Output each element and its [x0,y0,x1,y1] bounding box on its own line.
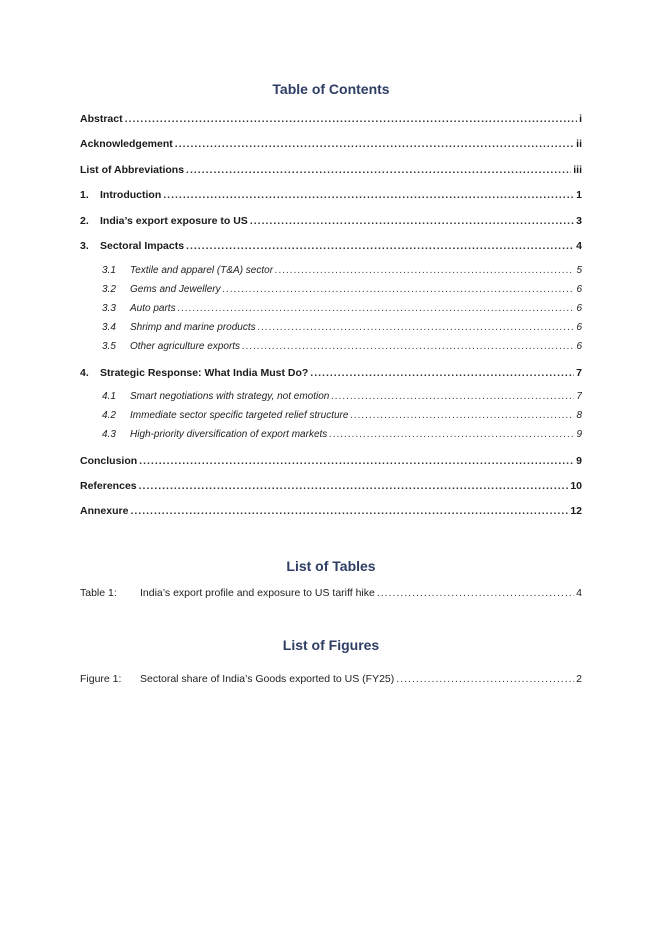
toc-entry-sectoral-impacts[interactable] [80,239,582,253]
toc-entry-page: i [579,113,582,125]
dot-leader [139,479,569,493]
toc-entry-title: India’s export exposure to US [100,215,248,227]
toc-entry-export-exposure[interactable] [80,214,582,228]
toc-entry-page: 5 [576,265,582,276]
toc-entry-title: Abstract [80,113,123,125]
toc-heading: Table of Contents [272,81,390,97]
toc-entry-number: 2. [80,215,89,227]
toc-entry-annexure[interactable] [80,504,582,518]
toc-entry-title: Immediate sector specific targeted relief structure [130,410,349,421]
toc-entry-page: 12 [570,505,582,517]
dot-leader [175,137,574,151]
figure-entry-number: Figure 1: [80,673,122,685]
toc-entry-page: 8 [576,410,582,421]
toc-entry-number: 3.4 [102,322,116,333]
toc-entry-page: 6 [576,284,582,295]
toc-entry-number: 1. [80,189,89,201]
figure-entry[interactable] [80,672,582,686]
toc-entry-title: References [80,480,137,492]
toc-entry-number: 4. [80,367,89,379]
dot-leader [223,283,575,297]
toc-subentry-gems[interactable] [102,283,582,297]
toc-entry-title: Smart negotiations with strategy, not emotion [130,391,330,402]
toc-entry-page: 4 [576,240,582,252]
dot-leader [139,454,574,468]
toc-entry-title: Introduction [100,189,162,201]
toc-entry-title: Conclusion [80,455,138,467]
toc-entry-number: 3.1 [102,265,116,276]
toc-entry-page: 9 [576,455,582,467]
dot-leader [186,239,574,253]
dot-leader [250,214,574,228]
toc-entry-title: Strategic Response: What India Must Do? [100,367,309,379]
dot-leader [125,112,577,126]
toc-entry-number: 3.3 [102,303,116,314]
toc-entry-number: 4.3 [102,429,116,440]
dot-leader [163,188,574,202]
dot-leader [310,366,574,380]
dot-leader [377,586,574,600]
toc-entry-title: High-priority diversification of export markets [130,429,328,440]
toc-subentry-shrimp[interactable] [102,321,582,335]
toc-entry-number: 3. [80,240,89,252]
table-entry-title: India’s export profile and exposure to US tariff hike [140,587,375,599]
toc-subentry-agriculture[interactable] [102,340,582,354]
dot-leader [350,409,574,423]
toc-entry-introduction[interactable] [80,188,582,202]
list-of-tables-heading: List of Tables [286,558,376,574]
toc-entry-title: Acknowledgement [80,138,173,150]
toc-subentry-textile[interactable] [102,264,582,278]
dot-leader [275,264,574,278]
toc-entry-page: 6 [576,341,582,352]
toc-entry-page: 7 [576,391,582,402]
toc-entry-abstract[interactable] [80,112,582,126]
toc-entry-title: Shrimp and marine products [130,322,256,333]
toc-entry-page: 3 [576,215,582,227]
list-of-figures-heading: List of Figures [282,637,380,653]
toc-entry-title: Gems and Jewellery [130,284,221,295]
toc-entry-page: ii [576,138,582,150]
toc-entry-page: 9 [576,429,582,440]
dot-leader [186,163,571,177]
dot-leader [178,302,575,316]
toc-entry-number: 3.5 [102,341,116,352]
toc-entry-title: Annexure [80,505,129,517]
figure-entry-page: 2 [576,673,582,685]
toc-entry-page: iii [573,164,582,176]
toc-entry-title: Other agriculture exports [130,341,241,352]
table-entry-page: 4 [576,587,582,599]
dot-leader [396,672,574,686]
toc-subentry-auto-parts[interactable] [102,302,582,316]
table-entry-number: Table 1: [80,587,117,599]
toc-entry-page: 10 [570,480,582,492]
toc-entry-title: Textile and apparel (T&A) sector [130,265,274,276]
dot-leader [258,321,575,335]
toc-entry-references[interactable] [80,479,582,493]
toc-entry-title: Sectoral Impacts [100,240,185,252]
toc-entry-page: 6 [576,322,582,333]
table-entry[interactable] [80,586,582,600]
toc-entry-page: 7 [576,367,582,379]
toc-subentry-diversification[interactable] [102,428,582,442]
toc-entry-conclusion[interactable] [80,454,582,468]
dot-leader [130,504,568,518]
toc-subentry-relief[interactable] [102,409,582,423]
dot-leader [242,340,574,354]
dot-leader [329,428,574,442]
toc-entry-acknowledgement[interactable] [80,137,582,151]
toc-entry-number: 4.2 [102,410,116,421]
toc-entry-page: 6 [576,303,582,314]
figure-entry-title: Sectoral share of India’s Goods exported to US (FY25) [140,673,395,685]
toc-entry-page: 1 [576,189,582,201]
toc-entry-number: 3.2 [102,284,116,295]
toc-entry-title: List of Abbreviations [80,164,185,176]
dot-leader [331,390,574,404]
toc-entry-number: 4.1 [102,391,116,402]
toc-entry-list-of-abbreviations[interactable] [80,163,582,177]
toc-subentry-negotiations[interactable] [102,390,582,404]
toc-entry-strategic-response[interactable] [80,366,582,380]
toc-entry-title: Auto parts [130,303,176,314]
